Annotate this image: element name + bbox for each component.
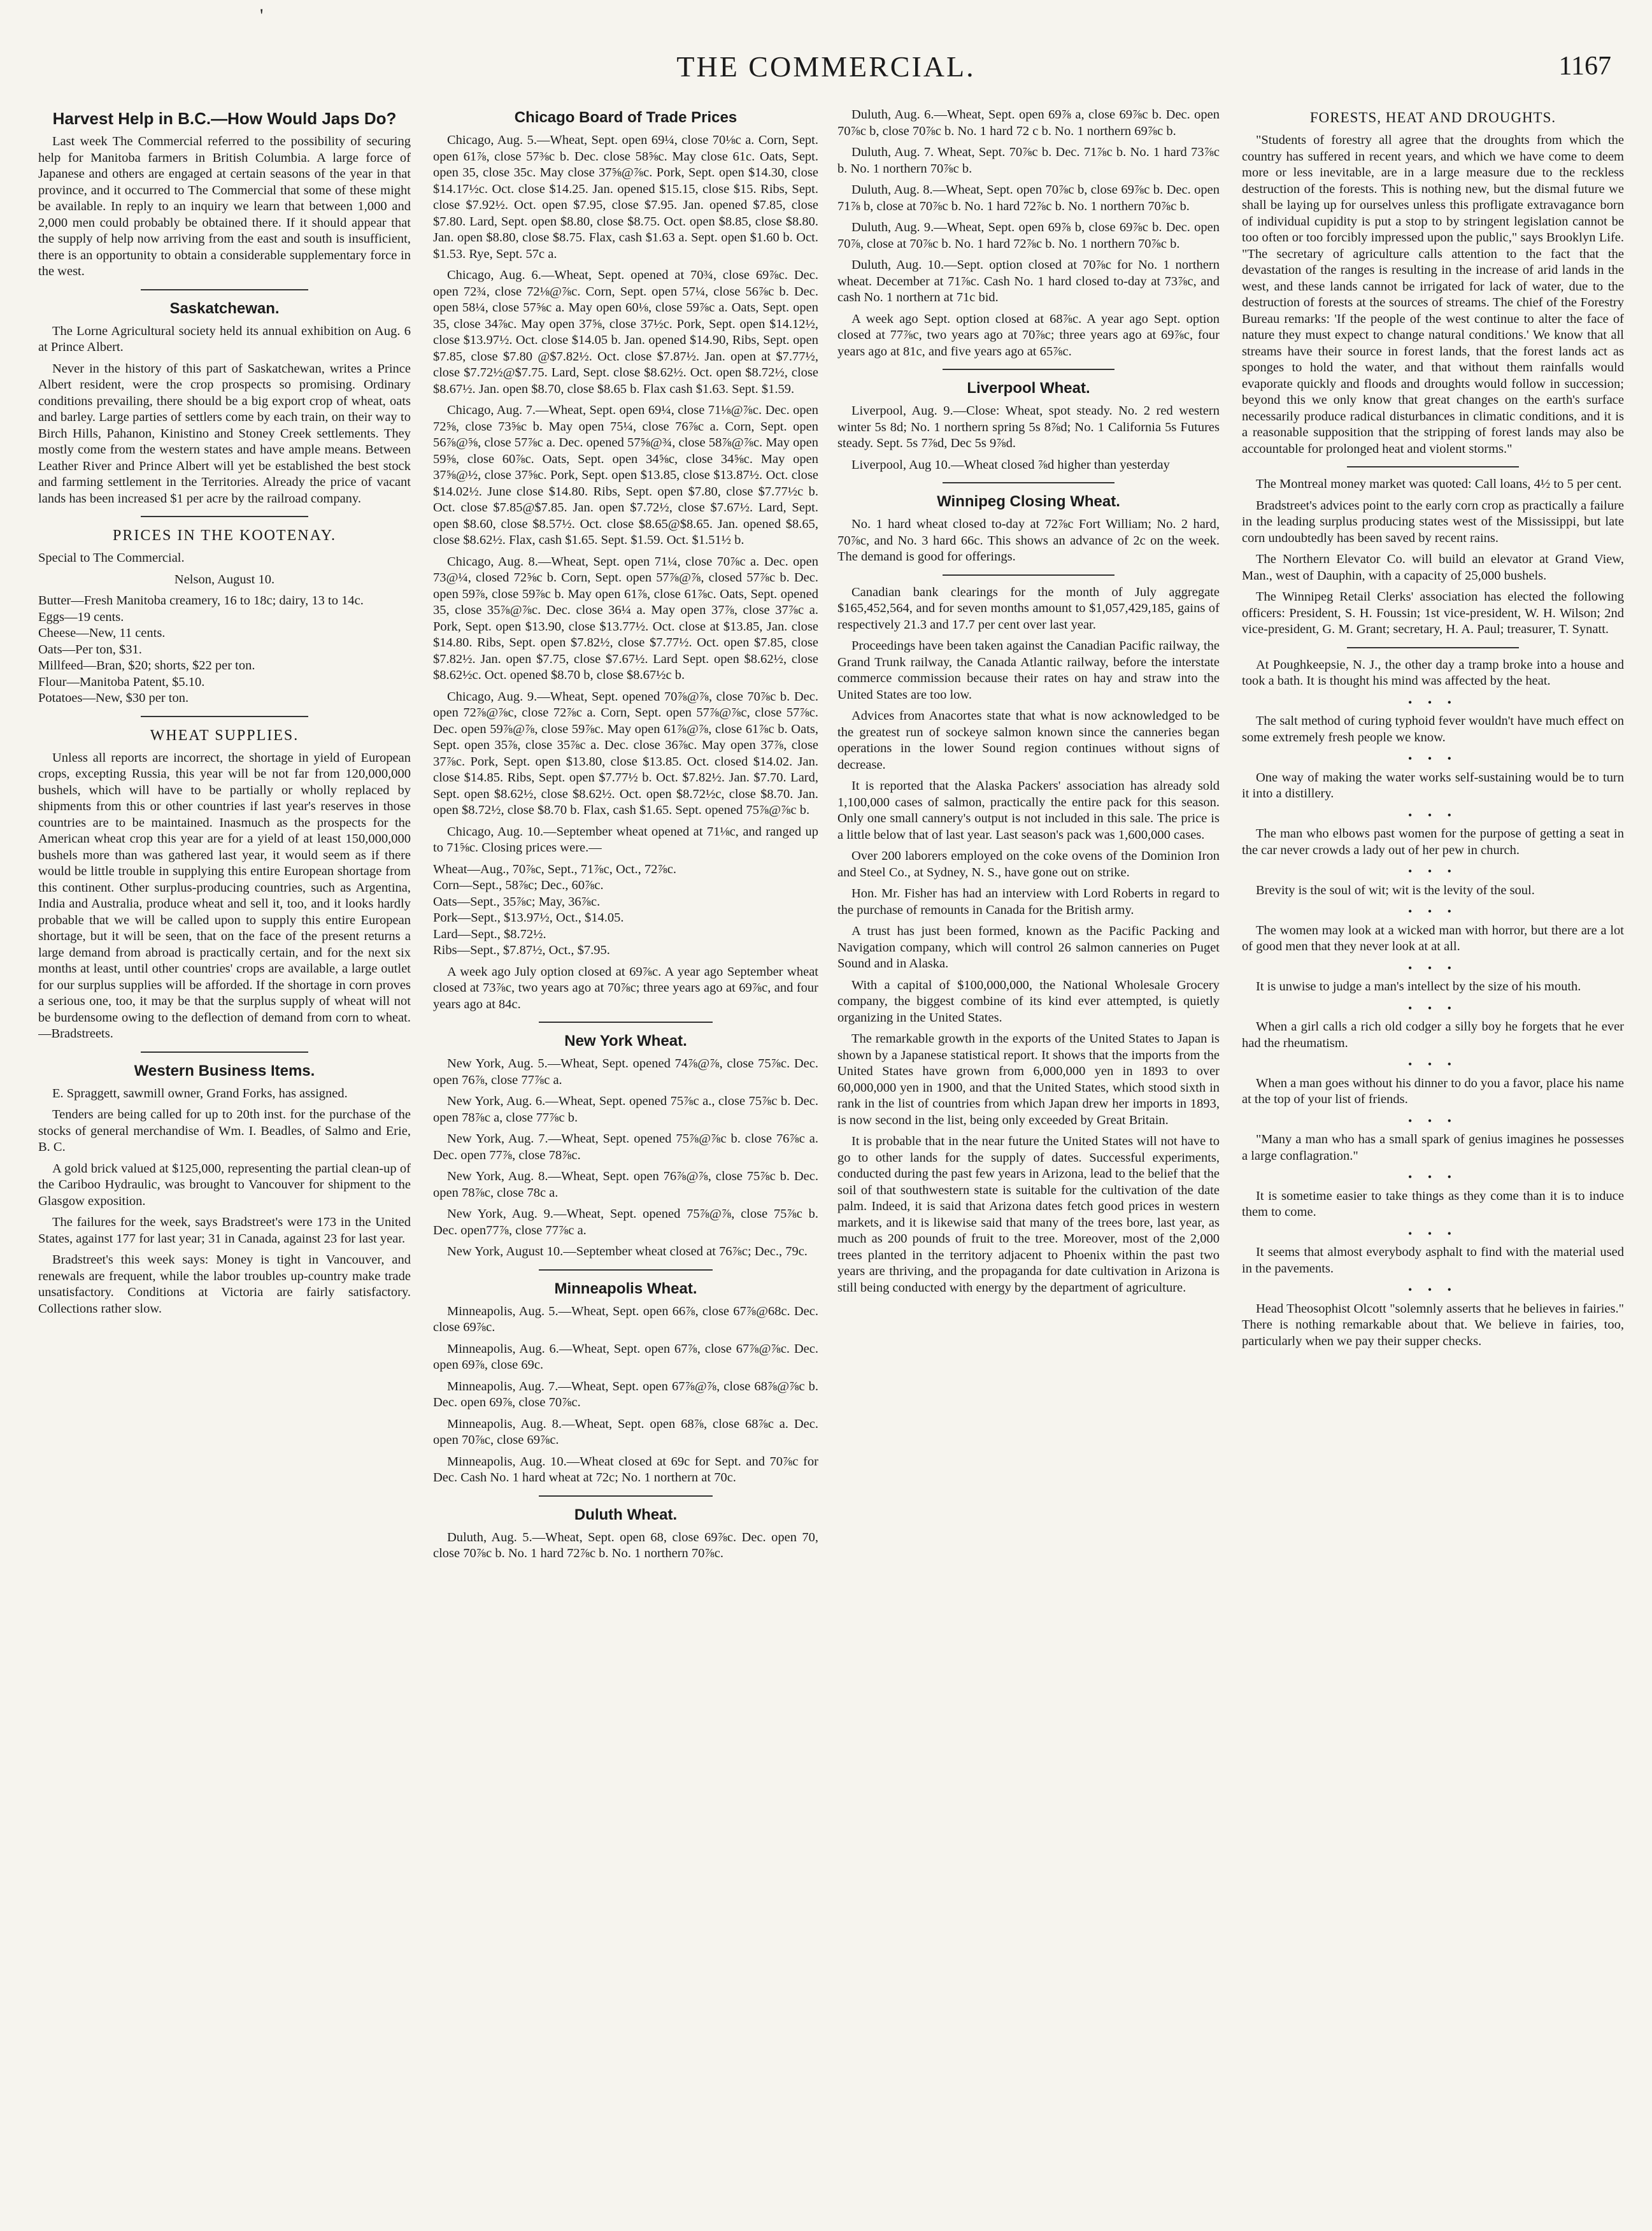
page-number: 1167 [1558,52,1611,81]
market-report: Duluth, Aug. 7. Wheat, Sept. 70⅞c b. Dec. 71⅞c b. No. 1 hard 73⅞c b. No. 1 northern 70⅞c b. [837,145,1220,176]
article-title: Liverpool Wheat. [967,380,1090,397]
jotting: The salt method of curing typhoid fever wouldn't have much effect on some extremely fresh people we know. [1242,714,1624,745]
article-title: PRICES IN THE KOOTENAY. [113,527,336,544]
divider [943,369,1114,370]
article-paragraph: The failures for the week, says Bradstreet's were 173 in the United States, against 177 for last year; 31 in Canada, against 23 for last year. [38,1215,411,1246]
jotting: The man who elbows past women for the purpose of getting a seat in the car never crowds a lady out of her pew in church. [1242,827,1624,857]
market-report: A week ago Sept. option closed at 68⅞c. A year ago Sept. option closed at 77⅞c, two years ago at 70⅞c; three years ago at 69⅞c, four years ago at 81c, and five years ago at 65⅞c. [837,311,1220,359]
column-2 [433,107,818,2206]
market-report: Minneapolis, Aug. 10.—Wheat closed at 69c for Sept. and 70⅞c for Dec. Cash No. 1 hard wheat at 72c; No. 1 northern at 70c. [433,1454,818,1485]
news-item: With a capital of $100,000,000, the National Wholesale Grocery company, the biggest combine of its kind ever attempted, is quietly organizing in the United States. [837,978,1220,1025]
market-report: New York, August 10.—September wheat closed at 76⅞c; Dec., 79c. [447,1244,808,1258]
article-paragraph: A gold brick valued at $125,000, representing the partial clean-up of the Cariboo Hydraulic, was brought to Vancouver for shipment to the Glasgow exposition. [38,1161,411,1208]
page-header [0,50,1652,94]
article-title: FORESTS, HEAT AND DROUGHTS. [1309,110,1556,125]
divider [1347,466,1519,467]
dot-separator: • • • [1408,961,1458,974]
article-paragraph: Never in the history of this part of Saskatchewan, writes a Prince Albert resident, were the crop prospects so promising. Ordinary conditions prevailing, there should be a big export crop of wheat, oats and barley. Large parties of settlers come by each train, on their way to Birch Hills, Pahanon, Kinistino and Stoney Creek settlements. They mostly come from the western states and have ample means. Between Leather River and Prince Albert will yet be established the best stock and farming settlement in the Territories. Already the price of vacant lands has been increased $1 per acre by the railroad company. [38,361,411,506]
jotting: Head Theosophist Olcott "solemnly asserts that he believes in fairies." There is nothing remarkable about that. We believe in fairies, too, particularly when we pay their supper checks. [1242,1301,1624,1348]
article-paragraph: E. Spraggett, sawmill owner, Grand Forks, has assigned. [52,1086,348,1101]
market-report: New York, Aug. 5.—Wheat, Sept. opened 74⅞@⅞, close 75⅞c. Dec. open 76⅞, close 77⅞c a. [433,1057,818,1087]
top-mark: ' [260,5,264,26]
jotting: One way of making the water works self-sustaining would be to turn it into a distillery. [1242,770,1624,801]
article-body: Unless all reports are incorrect, the shortage in yield of European crops, excepting Russia, this year will be not far from 120,000,000 bushels, which will have to be partially or wholly replaced by shipments from this or other countries if last year's reserves in those countries are to be maintained. Inasmuch as the prospects for the American wheat crop this year are for a yield of at least 150,000,000 bushels more than was gathered last year, it would seem as if there would be little trouble in supplying this entire European shortage from this continent. Other surplus-producing countries, such as Argentina, India and Australia, produce wheat and sell it, too, and it looks hardly probable that we will be called upon to supply this entire European shortage, but it will be seen, that on the face of the present returns a large demand from abroad is practically certain, and for the next six months at least, until other countries' crops are available, a large outlet for our surplus supplies will be afforded. If the shortage in corn proves a serious one, too, it may be that the surplus supply of wheat will not be burdensome owing to the deflection of demand from corn to wheat.—Bradstreets. [38,750,411,1041]
article-title: New York Wheat. [564,1032,687,1050]
news-item: The Winnipeg Retail Clerks' association has elected the following officers: President, S. H. Foussin; 1st vice-president, W. H. Wilson; 2nd vice-president, G. M. Grant; secretary, H. A. Paul; treasurer, T. Synatt. [1242,590,1624,636]
news-item: Canadian bank clearings for the month of July aggregate $165,452,564, and for seven months amount to $1,057,429,185, gains of respectively 21.3 and 17.7 per cent over last year. [837,585,1220,632]
market-report: Duluth, Aug. 9.—Wheat, Sept. open 69⅞ b, close 69⅞c b. Dec. open 70⅞, close at 70⅞c b. No. 1 hard 72⅞c b. No. 1 northern 70⅞c b. [837,220,1220,251]
jotting: When a man goes without his dinner to do you a favor, place his name at the top of your list of friends. [1242,1076,1624,1106]
price-item: Pork—Sept., $13.97½, Oct., $14.05. [433,911,624,925]
article-paragraph: Bradstreet's this week says: Money is tight in Vancouver, and renewals are frequent, while the labor troubles up-country make trade unsatisfactory. Conditions at Victoria are fairly satisfactory. Collections rather slow. [38,1253,411,1316]
jotting: It is sometime easier to take things as they come than it is to induce them to come. [1242,1188,1624,1219]
price-item: Potatoes—New, $30 per ton. [38,691,189,705]
jotting: It is unwise to judge a man's intellect by the size of his mouth. [1256,980,1581,994]
dot-separator: • • • [1408,1001,1458,1015]
dot-separator: • • • [1408,1171,1458,1183]
market-report: Duluth, Aug. 10.—Sept. option closed at 70⅞c for No. 1 northern wheat. December at 71⅞c. Cash No. 1 hard closed to-day at 73⅞c, and cash No. 1 northern at 71c bid. [837,258,1220,304]
article-body: "Students of forestry all agree that the droughts from which the country has suffered in recent years, and which we have come to deem more or less inevitable, are in a large measure due to the reckless destruction of the forests. This is nothing new, but the dismal future we shall be laying up for ourselves unless this profligate extravagance born of individual cupidity is put a stop to by stringent legislation cannot be too often or too forcibly impressed upon the public," says Brooklyn Life. "The secretary of agriculture calls attention to the fact that the devastation of the ranges is resulting in the increase of arid lands in the west, and these lands cannot be irrigated for lack of water, due to the destruction of forests at the sources of streams. The chief of the Forestry Bureau remarks: 'If the people of the west continue to alter the face of nature they must expect to change natural conditions.' We know that all streams have their source in forest lands, that the forest lands act as sponges to hold the water, and that without them rainfalls would evaporate quickly and floods and droughts would follow in succession; beyond this we only know that great changes on the earth's surface necessarily produce radical disturbances in climatic conditions, and it is a reasonable supposition that the stripping of forest lands may also be accountable for prolonged heat and violent storms." [1242,133,1624,456]
article-paragraph: Tenders are being called for up to 20th inst. for the purchase of the stocks of general merchandise of Wm. I. Beadles, of Salmo and Erie, B. C. [38,1108,411,1154]
news-item: The remarkable growth in the exports of the United States to Japan is shown by a Japanese statistical report. It shows that the imports from the United States have grown from 6,000,000 yen in 1893 to over 60,000,000 yen in 1900, and that the United States, which stood sixth in rank in the list of countries from which Japan drew her imports in 1893, is now second in the list, being only exceeded by Great Britain. [837,1032,1220,1127]
jotting: At Poughkeepsie, N. J., the other day a tramp broke into a house and took a bath. It is thought his mind was affected by the heat. [1242,657,1624,688]
price-item: Corn—Sept., 58⅞c; Dec., 60⅞c. [433,878,604,892]
dot-separator: • • • [1408,1283,1458,1296]
market-report: Duluth, Aug. 8.—Wheat, Sept. open 70⅞c b, close 69⅞c b. Dec. open 71⅞ b, close at 70⅞c b. No. 1 hard 72⅞c b. No. 1 northern 70⅞c b. [837,183,1220,213]
price-item: Butter—Fresh Manitoba creamery, 16 to 18c; dairy, 13 to 14c. [38,594,364,608]
price-item: Eggs—19 cents. [38,609,124,624]
article-title: Saskatchewan. [169,299,280,317]
price-item: Oats—Per ton, $31. [38,642,142,657]
price-item: Oats—Sept., 35⅞c; May, 36⅞c. [433,894,601,909]
jotting: Brevity is the soul of wit; wit is the levity of the soul. [1256,883,1535,897]
divider [141,716,308,717]
column-3 [837,107,1220,2206]
price-item: Cheese—New, 11 cents. [38,626,166,640]
article-title: Western Business Items. [134,1062,315,1080]
market-report: Duluth, Aug. 5.—Wheat, Sept. open 68, close 69⅞c. Dec. open 70, close 70⅞c b. No. 1 hard 72⅞c b. No. 1 northern 70⅞c. [433,1530,818,1560]
news-item: It is reported that the Alaska Packers' association has already sold 1,100,000 cases of salmon, practically the entire pack for this season. Only one small cannery's output is not included in this sale. The price is a little below that of last year. Last season's pack was 1,600,000 cases. [837,779,1220,842]
column-1 [38,107,411,2206]
article-title: Duluth Wheat. [574,1506,678,1523]
columns [38,107,1633,2206]
dot-separator: • • • [1408,752,1458,765]
closing-prices [433,862,818,959]
market-report: Chicago, Aug. 6.—Wheat, Sept. opened at 70¾, close 69⅞c. Dec. open 72¾, close 72⅛@⅞c. Corn, Sept. open 57¼, close 56⅞c b. Dec. open 58¼, close 57⅝c a. May open 60⅛, close 59⅞c a. Oats, Sept. open 35, close 34⅞c. May open 37⅝, close 37½c. Pork, Sept. open $14.12½, close $13.97½. Oct. close $14.05 b. Jan. opened $14.90, Ribs, Sept. open $7.85, close $7.80 @$7.82½. Oct. close $7.87½. Jan. open at $7.77½, close $7.72½@$7.75. Lard, Sept. close $8.62½. Oct. open $8.72½, close $8.67½. Jan. open $8.70, close $8.65 b. Flax cash $1.63. Sept. $1.59. [433,268,818,396]
article-title: Harvest Help in B.C.—How Would Japs Do? [52,109,397,128]
dot-separator: • • • [1408,1227,1458,1240]
divider [943,482,1114,483]
news-item: The Montreal money market was quoted: Call loans, 4½ to 5 per cent. [1256,477,1622,491]
market-report: A week ago July option closed at 69⅞c. A year ago September wheat closed at 73⅞c, two years ago at 70⅞c; three years ago at 69⅞c, and four years ago at 84c. [433,964,818,1011]
market-report: Chicago, Aug. 10.—September wheat opened at 71⅛c, and ranged up to 71⅝c. Closing prices were.— [433,824,818,855]
market-report: Chicago, Aug. 9.—Wheat, Sept. opened 70⅞@⅞, close 70⅞c b. Dec. open 72⅞@⅞c, close 72⅞c a. Corn, Sept. open 57⅞@⅞c, close 57⅞c. Dec. open 59⅞@⅞, close 59⅞c. May open 61⅞@⅞, close 61⅞c b. Oats, Sept. open 35⅞, close 35⅞c a. Dec. close 36⅞c. May open 37⅞, close 37⅞c. Pork, Sept. open $13.80, close $13.85. Oct. closed $14.02. Jan. close $14.85. Ribs, Sept. open $7.77½ b. Oct. $7.82½. Jan. $7.70. Lard, Sept. open $8.62½, close $8.62½. Oct. open $8.72½c, close $8.70. Jan. open $8.72½, close $8.70 b. Flax, cash $1.65. Sept. opened 75⅞@⅞c b. [433,689,818,817]
market-report: Chicago, Aug. 5.—Wheat, Sept. open 69¼, close 70⅛c a. Corn, Sept. open 61⅞, close 57⅜c b. Dec. close 58⅝c. May close 61c. Oats, Sept. open 35, close 35c. May close 37⅝@⅞c. Pork, Sept. open $14.30, close $14.17½c. Oct. close $14.25. Jan. opened $15.15, close $15. Ribs, Sept. close $7.92½. Oct. open $7.95, close $7.95. Jan. opened $7.85, close $7.80. Lard, Sept. open $8.80, close $8.75. Oct. open $8.85, close $8.80. Jan. open $8.80, close $8.75. Flax, cash $1.63 a. Sept. open $1.60 b. Oct. $1.53. Rye, Sept. 57c a. [433,133,818,261]
divider [539,1022,712,1023]
masthead-title: THE COMMERCIAL. [676,50,976,83]
market-report: New York, Aug. 7.—Wheat, Sept. opened 75⅞@⅞c b. close 76⅞c a. Dec. open 77⅞, close 78⅞c. [433,1132,818,1162]
news-item: It is probable that in the near future the United States will not have to go to other lands for the supply of dates. Successful experiments, conducted during the past few years in Arizona, lead to the belief that the soil of that southwestern state is suitable for the cultivation of the date palm. Indeed, it is said that Arizona dates fetch good prices in western markets, and it is likewise said that many of the trees bore, last year, as much as 200 pounds of fruit to the tree. Moreover, most of the 2,000 trees planted in the territory adjacent to Phoenix within the past two years are thriving, and the propaganda for date cultivation in Arizona is still being conducted with energy by the department of agriculture. [837,1134,1220,1295]
article-body: Last week The Commercial referred to the possibility of securing help for Manitoba farmers in British Columbia. A large force of Japanese and others are engaged at certain seasons of the year in that province, and it occurred to The Commercial that some of these might be available. In reply to an inquiry we learn that between 1,000 and 2,000 men could probably be obtained there. If it should appear that the supply of help now arriving from the east and south is insufficient, there is an opportunity to obtain a considerable supplementary force in the west. [38,134,411,278]
market-report: New York, Aug. 9.—Wheat, Sept. opened 75⅞@⅞, close 75⅞c b. Dec. open77⅞, close 77⅞c a. [433,1207,818,1237]
market-report: Duluth, Aug. 6.—Wheat, Sept. open 69⅞ a, close 69⅞c b. Dec. open 70⅞c b, close 70⅞c b. No. 1 hard 72 c b. No. 1 northern 69⅞c b. [837,108,1220,138]
dot-separator: • • • [1408,905,1458,918]
news-item: A trust has just been formed, known as the Pacific Packing and Navigation company, which will control 26 salmon canneries on Puget Sound and in Alaska. [837,924,1220,971]
jotting: The women may look at a wicked man with horror, but there are a lot of good men that they never look at at all. [1242,923,1624,953]
dot-separator: • • • [1408,865,1458,878]
market-report: New York, Aug. 8.—Wheat, Sept. open 76⅞@⅞, close 75⅞c b. Dec. open 78⅞c, close 78c a. [433,1169,818,1200]
article-title: Winnipeg Closing Wheat. [937,493,1120,510]
article-byline: Special to The Commercial. [38,551,185,565]
dot-separator: • • • [1408,695,1458,709]
market-report: Minneapolis, Aug. 5.—Wheat, Sept. open 66⅞, close 67⅞@68c. Dec. close 69⅞c. [433,1304,818,1334]
news-item: Proceedings have been taken against the Canadian Pacific railway, the Grand Trunk railway, the Canada Atlantic railway, before the interstate commerce commission because their rates on hay and straw into the United States are too low. [837,639,1220,702]
article-title: Chicago Board of Trade Prices [514,109,737,126]
jotting: When a girl calls a rich old codger a silly boy he forgets that he ever had the rheumatism. [1242,1020,1624,1050]
price-item: Flour—Manitoba Patent, $5.10. [38,674,205,689]
price-item: Ribs—Sept., $7.87½, Oct., $7.95. [433,943,610,957]
dot-separator: • • • [1408,1058,1458,1071]
market-report: No. 1 hard wheat closed to-day at 72⅞c Fort William; No. 2 hard, 70⅞c, and No. 3 hard 66c. This shows an advance of 2c on the week. The demand is good for offerings. [837,517,1220,564]
news-item: Advices from Anacortes state that what is now acknowledged to be the greatest run of sockeye salmon known since the canneries began operations in the lower Sound region continues without signs of decrease. [837,709,1220,772]
price-list [38,593,411,707]
article-title: WHEAT SUPPLIES. [150,727,299,744]
dot-separator: • • • [1408,808,1458,822]
news-item: Bradstreet's advices point to the early corn crop as practically a failure in the leading surplus producing states west of the Mississippi, but late corn undoubtedly has been saved by recent rains. [1242,498,1624,545]
divider [943,574,1114,576]
price-item: Millfeed—Bran, $20; shorts, $22 per ton. [38,659,255,673]
column-4 [1242,107,1624,2206]
market-report: Chicago, Aug. 8.—Wheat, Sept. open 71¼, close 70⅞c a. Dec. open 73@¼, closed 72⅝c b. Corn, Sept. open 57⅞@⅞, closed 57⅞c b. Dec. open 59⅞, close 59⅞c b. May open 61⅞, close 61⅞c. Oats, Sept. opened 35, close 35⅞@⅞c. Dec. close 36¼ a. May open 37⅞, close 37⅞c a. Pork, Sept. open $13.90, close $13.77½. Oct. close at $13.85, Jan. close $14.80. Ribs, Sept. open $7.82½, close $7.77½. Oct. open $7.85, close $7.82½. Jan. open $7.75, close $7.67½. Lard Sept. open $8.62½, close $8.62½c. Oct. opened $8.70 b, close $8.67½c b. [433,554,818,682]
market-report: Chicago, Aug. 7.—Wheat, Sept. open 69¼, close 71⅛@⅞c. Dec. open 72⅝, close 73⅝c b. May open 75¼, close 76⅞c a. Corn, Sept. open 56⅞@⅝, close 57⅞c a. Dec. opened 57⅝@¾, close 58⅞@⅞c. May open 59⅝, close 60⅞c. Oats, Sept. open 34⅝c, close 34⅝c. May open 37⅝@½, close 37⅝c. Pork, Sept. open $13.85, close $13.87½. Oct. close $14.02½. June close $14.80. Ribs, Sept. open $7.80, close $7.77½c b. Oct. close $7.85@$7.85. Jan. open $7.72½, close $7.67½. Lard, Sept. open $8.60, close $8.57½. Oct. close $8.65@$8.65. Jan. opened $8.65, close $8.62½. Flax, cash $1.65. Sept. $1.59. Oct. $1.51½ b. [433,403,818,547]
news-item: Over 200 laborers employed on the coke ovens of the Dominion Iron and Steel Co., at Sydney, N. S., have gone out on strike. [837,849,1220,880]
divider [539,1269,712,1271]
article-paragraph: The Lorne Agricultural society held its annual exhibition on Aug. 6 at Prince Albert. [38,324,411,354]
article-title: Minneapolis Wheat. [554,1279,697,1297]
divider [141,516,308,517]
news-item: The Northern Elevator Co. will build an elevator at Grand View, Man., west of Dauphin, with a capacity of 25,000 bushels. [1242,552,1624,583]
market-report: Liverpool, Aug 10.—Wheat closed ⅞d higher than yesterday [851,457,1170,472]
divider [141,289,308,290]
market-report: New York, Aug. 6.—Wheat, Sept. opened 75⅞c a., close 75⅞c b. Dec. open 78⅞c a, close 77⅞c b. [433,1094,818,1125]
price-item: Wheat—Aug., 70⅞c, Sept., 71⅞c, Oct., 72⅞c. [433,862,677,876]
market-report: Minneapolis, Aug. 8.—Wheat, Sept. open 68⅞, close 68⅞c a. Dec. open 70⅞c, close 69⅞c. [433,1416,818,1447]
divider [141,1051,308,1053]
market-report: Minneapolis, Aug. 7.—Wheat, Sept. open 67⅞@⅞, close 68⅞@⅞c b. Dec. open 69⅞, close 70⅞c. [433,1379,818,1409]
divider [539,1495,712,1497]
price-item: Lard—Sept., $8.72½. [433,927,546,941]
market-report: Liverpool, Aug. 9.—Close: Wheat, spot steady. No. 2 red western winter 5s 8d; No. 1 northern spring 5s 8⅞d; No. 1 California 5s Futures steady. Sept. 5s 7⅞d, Dec 5s 9⅞d. [837,404,1220,450]
news-item: Hon. Mr. Fisher has had an interview with Lord Roberts in regard to the purchase of remounts in Canada for the British army. [837,887,1220,917]
divider [1347,647,1519,648]
market-report: Minneapolis, Aug. 6.—Wheat, Sept. open 67⅞, close 67⅞@⅞c. Dec. open 69⅞, close 69c. [433,1341,818,1372]
jotting: "Many a man who has a small spark of genius imagines he possesses a large conflagration." [1242,1132,1624,1163]
jotting: It seems that almost everybody asphalt to find with the material used in the pavements. [1242,1245,1624,1276]
article-dateline: Nelson, August 10. [174,572,275,587]
dot-separator: • • • [1408,1114,1458,1127]
